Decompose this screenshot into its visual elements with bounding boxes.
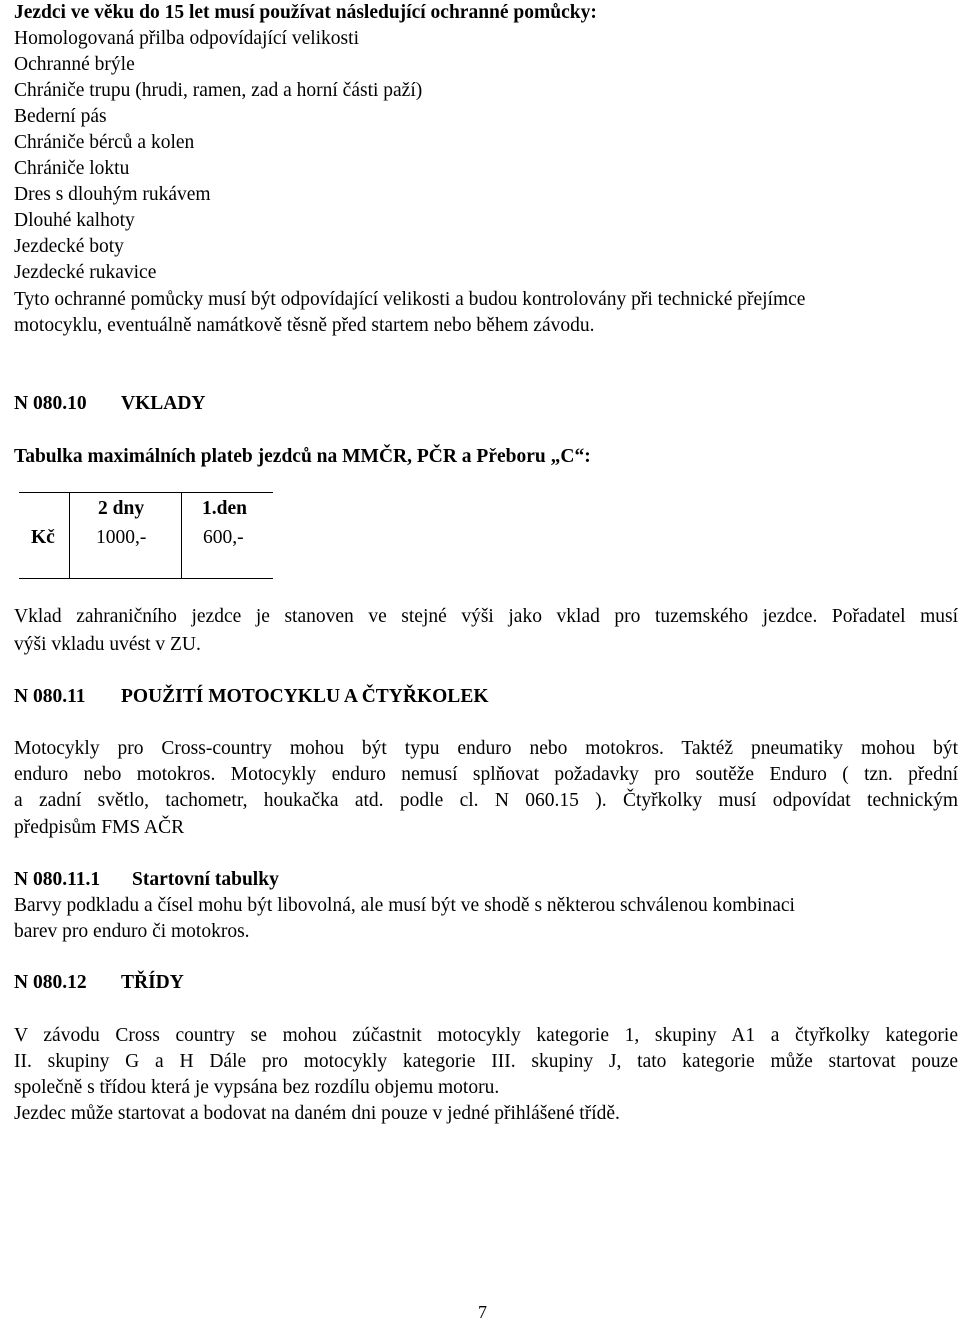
tridy-last-line: Jezdec může startovat a bodovat na daném dni pouze v jedné přihlášené třídě.: [14, 1103, 620, 1124]
table-value-2-dny: 1000,-: [96, 527, 147, 548]
table-divider: [181, 493, 182, 578]
equipment-note-line: motocyklu, eventuálně namátkově těsně před startem nebo během závodu.: [14, 315, 595, 336]
section-title: TŘÍDY: [121, 972, 184, 993]
equipment-item: Homologovaná přilba odpovídající velikosti: [14, 28, 359, 49]
section-title: POUŽITÍ MOTOCYKLU A ČTYŘKOLEK: [121, 686, 489, 707]
section-number: N 080.12: [14, 972, 87, 993]
equipment-item: Chrániče bérců a kolen: [14, 132, 195, 153]
equipment-item: Ochranné brýle: [14, 54, 135, 75]
table-row-label: Kč: [31, 527, 55, 548]
table-header-1-den: 1.den: [202, 498, 247, 519]
pouziti-text-line: enduro nebo motokros. Motocykly enduro nemusí splňovat požadavky pro soutěže Enduro ( tzn. přední: [14, 764, 958, 785]
tridy-text-line: V závodu Cross country se mohou zúčastnit motocykly kategorie 1, skupiny A1 a čtyřkolky kategorie: [14, 1025, 958, 1046]
table-value-1-den: 600,-: [203, 527, 244, 548]
equipment-note-line: Tyto ochranné pomůcky musí být odpovídající velikosti a budou kontrolovány při technické přejímce: [14, 289, 806, 310]
section-heading-vklady: [14, 391, 206, 417]
pouziti-text-line: Motocykly pro Cross-country mohou být typu enduro nebo motokros. Taktéž pneumatiky mohou být: [14, 738, 958, 759]
section-title: Startovní tabulky: [132, 869, 279, 890]
table-divider: [69, 493, 70, 578]
equipment-item: Dres s dlouhým rukávem: [14, 184, 211, 205]
vklad-text-line: Vklad zahraničního jezdce je stanoven ve stejné výši jako vklad pro tuzemského jezdce. Pořadatel musí: [14, 606, 958, 627]
equipment-item: Chrániče loktu: [14, 158, 130, 179]
section-title: VKLADY: [121, 393, 206, 414]
equipment-item: Jezdecké rukavice: [14, 262, 157, 283]
pouziti-text-line: a zadní světlo, tachometr, houkačka atd. podle cl. N 060.15 ). Čtyřkolky musí odpovídat technickým: [14, 790, 958, 811]
equipment-item: Bederní pás: [14, 106, 107, 127]
page-number: 7: [478, 1302, 487, 1322]
section-heading-tridy: [14, 970, 184, 996]
section-number: N 080.10: [14, 393, 87, 414]
vklad-text-line: výši vkladu uvést v ZU.: [14, 634, 201, 655]
section-heading-pouziti: [14, 684, 489, 710]
intro-title: Jezdci ve věku do 15 let musí používat následující ochranné pomůcky:: [14, 2, 597, 23]
startovni-text-line: Barvy podkladu a čísel mohu být libovolná, ale musí být ve shodě s některou schválenou kombinaci: [14, 895, 795, 916]
section-number: N 080.11: [14, 686, 86, 707]
section-number: N 080.11.1: [14, 869, 101, 890]
table-header-2-dny: 2 dny: [98, 498, 145, 519]
equipment-item: Dlouhé kalhoty: [14, 210, 135, 231]
equipment-item: Jezdecké boty: [14, 236, 124, 257]
tridy-text-line: II. skupiny G a H Dále pro motocykly kategorie III. skupiny J, tato kategorie může startovat pouze: [14, 1051, 958, 1072]
startovni-text-line: barev pro enduro či motokros.: [14, 921, 250, 942]
pouziti-text-line: předpisům FMS AČR: [14, 817, 185, 838]
fee-table: [19, 492, 273, 579]
tridy-text-line: společně s třídou která je vypsána bez rozdílu objemu motoru.: [14, 1077, 500, 1098]
equipment-item: Chrániče trupu (hrudi, ramen, zad a horní části paží): [14, 80, 423, 101]
fee-table-title: Tabulka maximálních plateb jezdců na MMČR, PČR a Přeboru „C“:: [14, 446, 591, 467]
section-heading-startovni: [14, 867, 279, 893]
